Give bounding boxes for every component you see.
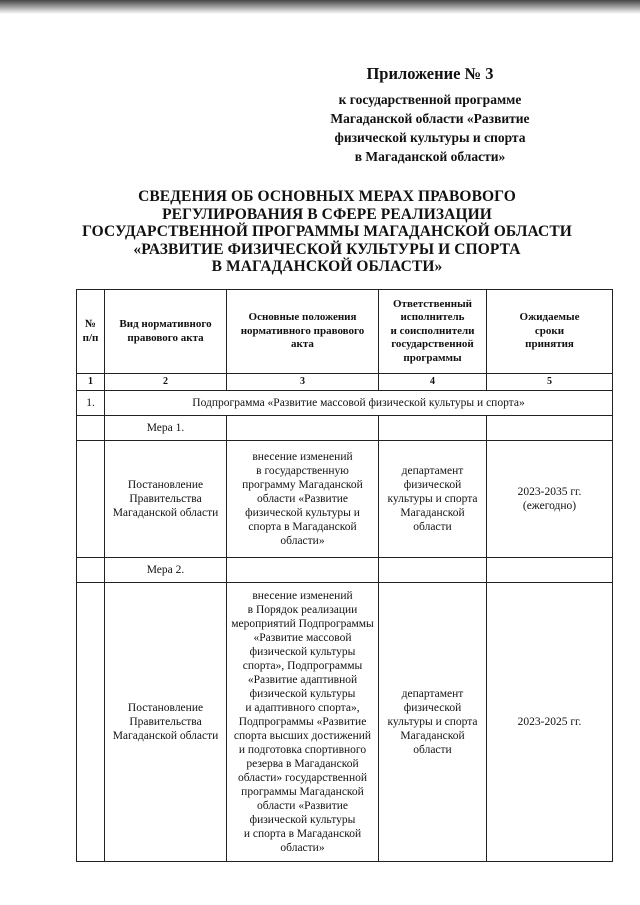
heading-line: СВЕДЕНИЯ ОБ ОСНОВНЫХ МЕРАХ ПРАВОВОГО bbox=[138, 188, 516, 205]
measure-1-label: Мера 1. bbox=[105, 416, 227, 441]
appendix-line: физической культуры и спорта bbox=[334, 130, 526, 145]
empty-cell bbox=[227, 558, 379, 583]
column-number: 1 bbox=[77, 374, 105, 391]
empty-cell bbox=[77, 416, 105, 441]
empty-cell bbox=[77, 558, 105, 583]
heading-line: ГОСУДАРСТВЕННОЙ ПРОГРАММЫ МАГАДАНСКОЙ ОБЛАСТИ bbox=[82, 223, 572, 240]
empty-cell bbox=[77, 583, 105, 862]
measures-table bbox=[76, 289, 613, 862]
header-provisions: Основные положения нормативного правового акта bbox=[227, 290, 379, 374]
scan-edge bbox=[0, 0, 640, 14]
subprogram-title: Подпрограмма «Развитие массовой физической культуры и спорта» bbox=[105, 391, 613, 416]
column-number: 5 bbox=[487, 374, 613, 391]
measure-2-provisions: внесение изменений в Порядок реализации мероприятий Подпрограммы «Развитие массовой физической культуры спорта», Подпрограммы «Развитие адаптивной физической культуры и адаптивного спорта», Подпрограммы «Развитие спорта высших достижений и подготовка спортивного резерва в Магаданской области» государственной программы Магаданской области «Развитие физической культуры и спорта в Магаданской области» bbox=[227, 583, 379, 862]
header-executor: Ответственный исполнитель и соисполнители государственной программы bbox=[379, 290, 487, 374]
measure-1-row bbox=[77, 441, 613, 558]
measure-1-dates: 2023-2035 гг. (ежегодно) bbox=[487, 441, 613, 558]
empty-cell bbox=[77, 441, 105, 558]
empty-cell bbox=[487, 558, 613, 583]
measure-2-act-type: Постановление Правительства Магаданской области bbox=[105, 583, 227, 862]
empty-cell bbox=[379, 558, 487, 583]
measure-1-act-type: Постановление Правительства Магаданской области bbox=[105, 441, 227, 558]
measure-2-dates: 2023-2025 гг. bbox=[487, 583, 613, 862]
empty-cell bbox=[227, 416, 379, 441]
heading-line: «РАЗВИТИЕ ФИЗИЧЕСКОЙ КУЛЬТУРЫ И СПОРТА bbox=[133, 240, 521, 258]
measure-2-executor: департамент физической культуры и спорта Магаданской области bbox=[379, 583, 487, 862]
measure-1-label-row bbox=[77, 416, 613, 441]
appendix-line: Магаданской области «Развитие bbox=[330, 111, 530, 126]
header-act-type: Вид нормативного правового акта bbox=[105, 290, 227, 374]
heading-line: В МАГАДАНСКОЙ ОБЛАСТИ» bbox=[211, 258, 443, 275]
measure-2-label: Мера 2. bbox=[105, 558, 227, 583]
column-number: 3 bbox=[227, 374, 379, 391]
heading-line: РЕГУЛИРОВАНИЯ В СФЕРЕ РЕАЛИЗАЦИИ bbox=[162, 205, 492, 223]
appendix-line: в Магаданской области» bbox=[354, 149, 506, 164]
empty-cell bbox=[487, 416, 613, 441]
document-heading bbox=[62, 188, 592, 276]
header-dates: Ожидаемые сроки принятия bbox=[487, 290, 613, 374]
column-number: 2 bbox=[105, 374, 227, 391]
column-number: 4 bbox=[379, 374, 487, 391]
empty-cell bbox=[379, 416, 487, 441]
appendix-line: к государственной программе bbox=[338, 92, 522, 107]
subprogram-num: 1. bbox=[77, 391, 105, 416]
subprogram-row bbox=[77, 391, 613, 416]
measure-2-label-row bbox=[77, 558, 613, 583]
measure-2-row bbox=[77, 583, 613, 862]
appendix-title: Приложение № 3 bbox=[366, 64, 494, 83]
measure-1-executor: департамент физической культуры и спорта Магаданской области bbox=[379, 441, 487, 558]
column-number-row bbox=[77, 374, 613, 391]
header-num: № п/п bbox=[77, 290, 105, 374]
header-row bbox=[77, 290, 613, 374]
measure-1-provisions: внесение изменений в государственную программу Магаданской области «Развитие физической культуры и спорта в Магаданской области» bbox=[227, 441, 379, 558]
appendix-block bbox=[300, 64, 560, 166]
